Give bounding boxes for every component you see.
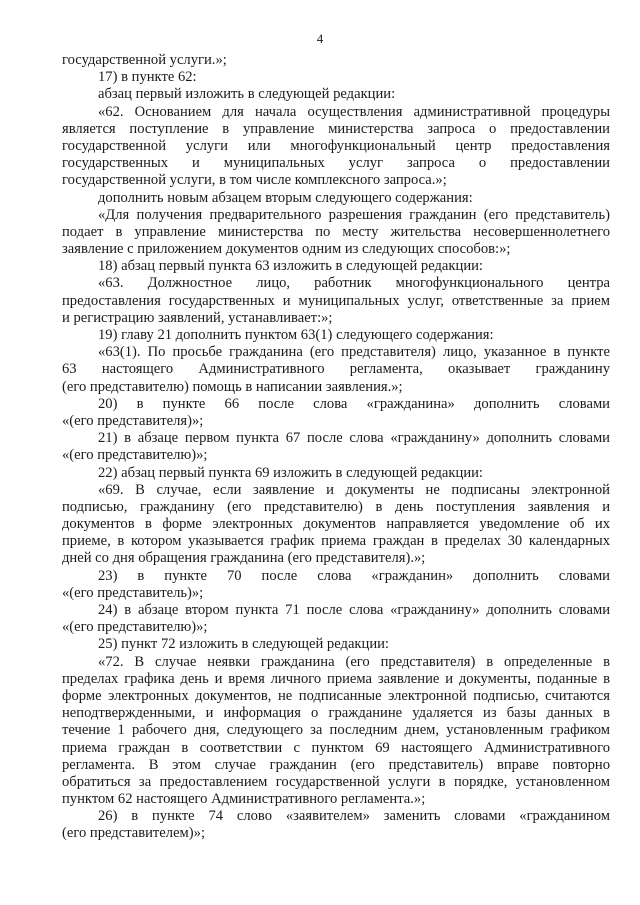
text-line: подписью, гражданину (его представителю) в день поступления заявления и (62, 498, 610, 515)
text-line: пределах графика день и время личного приема заявление и документы, поданные в (62, 670, 610, 687)
text-line: (его представителем)»; (62, 825, 205, 842)
text-line: «69. В случае, если заявление и документы не подписаны электронной (98, 481, 610, 498)
text-line: 18) абзац первый пункта 63 изложить в следующей редакции: (98, 258, 483, 275)
text-line: документов в форме электронных документов направляется уведомление об их (62, 516, 610, 533)
text-line: течение 1 рабочего дня, следующего за последним днем, установленным графиком (62, 722, 610, 739)
text-line: пунктом 62 настоящего Административного регламента.»; (62, 791, 426, 808)
text-line: 19) главу 21 дополнить пунктом 63(1) следующего содержания: (98, 327, 494, 343)
text-line: «62. Основанием для начала осуществления административной процедуры (98, 103, 610, 120)
text-line: «(его представителю)»; (62, 447, 208, 464)
text-line: 20) в пункте 66 после слова «гражданина» дополнить словами (98, 395, 610, 412)
text-line: государственной услуги или многофункциональный центр предоставления (62, 137, 610, 154)
text-line: 24) в абзаце втором пункта 71 после слова «гражданину» дополнить словами (98, 602, 610, 618)
text-line: и регистрацию заявлений, устанавливает:»; (62, 309, 333, 326)
text-line: абзац первый изложить в следующей редакции: (98, 86, 396, 103)
text-line: неподтвержденными, и информация о гражданине удаляется из базы данных в (62, 705, 610, 722)
text-line: приема граждан в соответствии с пунктом 69 настоящего Административного (62, 739, 610, 756)
text-line: 22) абзац первый пункта 69 изложить в следующей редакции: (98, 464, 483, 481)
page-number: 4 (316, 31, 324, 46)
text-line: дополнить новым абзацем вторым следующего содержания: (98, 189, 473, 206)
text-line: «(его представителю)»; (62, 619, 208, 636)
document-body (62, 52, 610, 843)
text-line: «Для получения предварительного разрешения гражданин (его представитель) (98, 206, 610, 223)
text-line: «63. Должностное лицо, работник многофункционального центра (98, 275, 610, 292)
text-line: 26) в пункте 74 слово «заявителем» заменить словами «гражданином (98, 808, 610, 825)
text-line: регламента. В этом случае гражданин (его представитель) вправе повторно (62, 756, 610, 773)
text-line: дней со дня обращения гражданина (его представителя).»; (62, 550, 426, 567)
text-line: государственных и муниципальных услуг запроса о предоставлении (62, 155, 610, 172)
text-line: государственной услуги, в том числе комплексного запроса.»; (62, 172, 447, 189)
text-line: форме электронных документов, не подписанные электронной подписью, считаются (62, 687, 610, 704)
text-line: подает в управление министерства по месту жительства несовершеннолетнего (62, 223, 610, 240)
text-line: (его представителю) помощь в написании заявления.»; (62, 378, 403, 395)
text-line: 25) пункт 72 изложить в следующей редакции: (98, 636, 389, 653)
text-line: приеме, в котором указывается график приема граждан в пределах 30 календарных (62, 533, 610, 550)
text-line: 21) в абзаце первом пункта 67 после слова «гражданину» дополнить словами (98, 430, 610, 447)
text-line: государственной услуги.»; (62, 52, 227, 68)
text-line: 63 настоящего Административного регламента, оказывает гражданину (62, 361, 610, 378)
text-line: 23) в пункте 70 после слова «гражданин» дополнить словами (98, 567, 610, 584)
text-line: «72. В случае неявки гражданина (его представителя) в определенные в (98, 653, 610, 670)
text-line: «63(1). По просьбе гражданина (его представителя) лицо, указанное в пункте (98, 344, 610, 361)
text-line: «(его представитель)»; (62, 584, 204, 601)
text-line: 17) в пункте 62: (98, 69, 197, 86)
text-line: «(его представителя)»; (62, 412, 204, 429)
text-line: заявление с приложением документов одним из следующих способов:»; (62, 241, 511, 258)
text-line: предоставления государственных и муниципальных услуг, ответственные за прием (62, 292, 610, 309)
text-line: обратиться за предоставлением государственной услуги в порядке, установленном (62, 773, 610, 790)
text-line: является поступление в управление министерства запроса о предоставлении (62, 120, 610, 137)
